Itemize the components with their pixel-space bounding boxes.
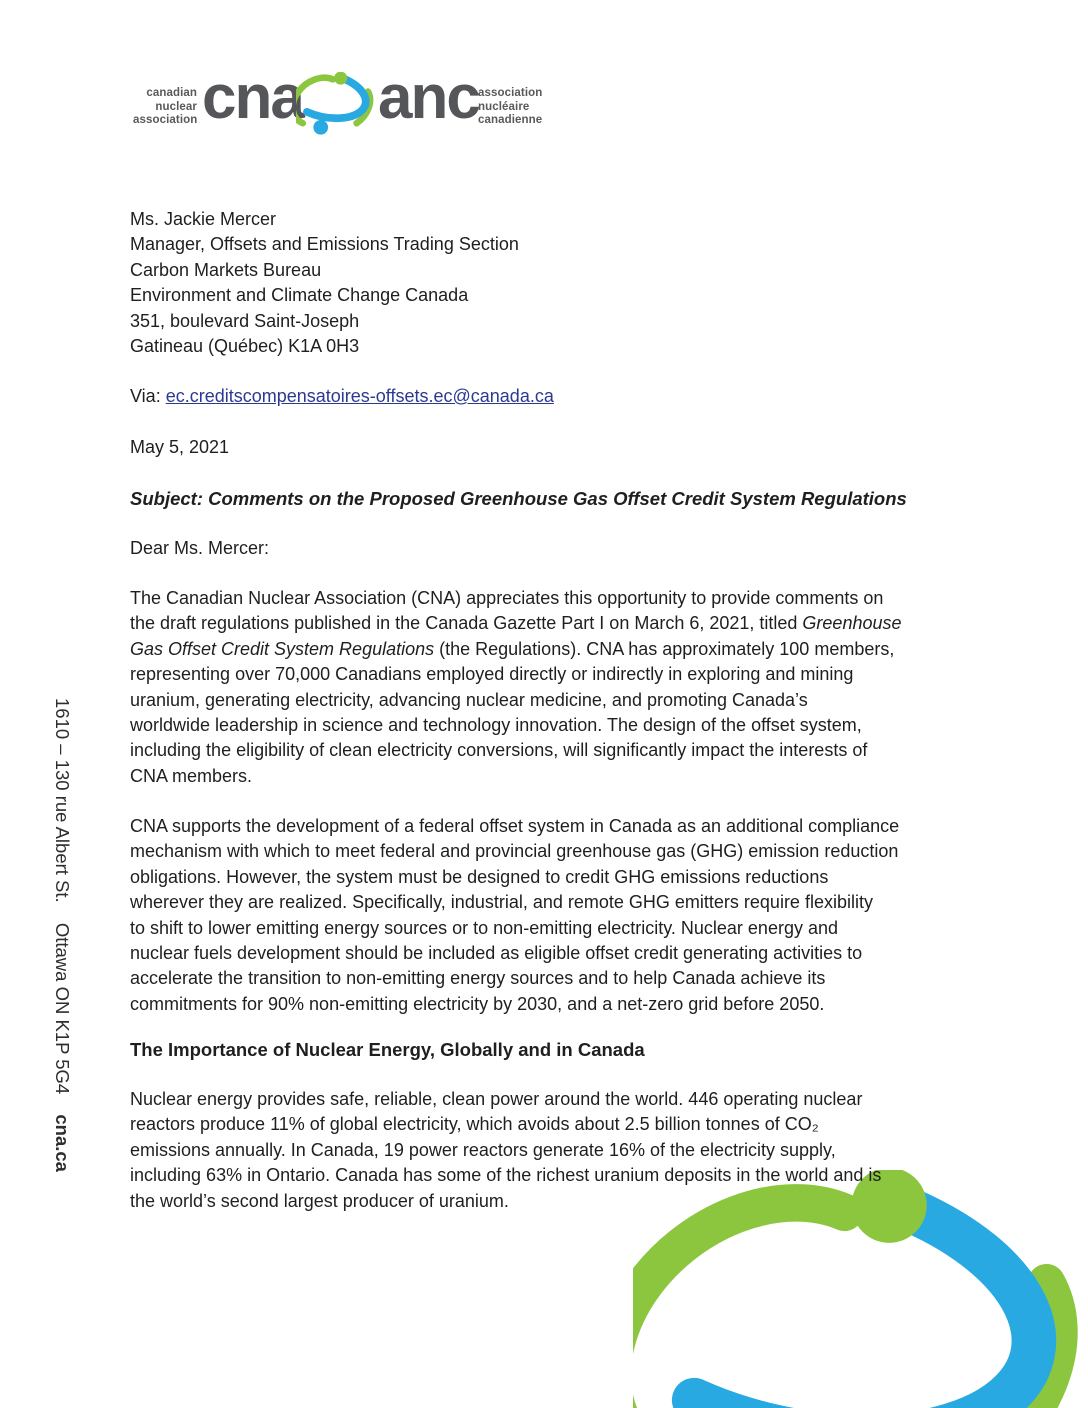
- paragraph-line: to shift to lower emitting energy sources or to non-emitting electricity. Nuclear energy and: [130, 917, 838, 938]
- paragraph-line: including 63% in Ontario. Canada has some of the richest uranium deposits in the world and is: [130, 1165, 882, 1186]
- logo-text-line: canadienne: [478, 114, 543, 126]
- recipient-department: Environment and Climate Change Canada: [130, 285, 469, 306]
- italic-title-run: Gas Offset Credit System Regulations: [130, 638, 435, 659]
- sidebar-city: Ottawa ON K1P 5G4: [52, 922, 73, 1095]
- paragraph-line: CNA supports the development of a federal offset system in Canada as an additional compliance: [130, 816, 900, 836]
- sidebar-street: 1610 – 130 rue Albert St.: [52, 698, 73, 903]
- paragraph-line: The Canadian Nuclear Association (CNA) appreciates this opportunity to provide comments on: [130, 588, 884, 608]
- sidebar-website: cna.ca: [52, 1114, 73, 1172]
- paragraph-line: representing over 70,000 Canadians employed directly or indirectly in exploring and mining: [130, 664, 854, 685]
- paragraph-line: [130, 611, 902, 636]
- date-line: May 5, 2021: [130, 437, 230, 457]
- logo-text-line: canadian: [146, 87, 197, 99]
- recipient-street: 351, boulevard Saint-Joseph: [130, 310, 360, 331]
- paragraph-line: [130, 637, 902, 662]
- paragraph-line: CNA members.: [130, 765, 253, 786]
- text-run: (the Regulations). CNA has approximately 100 members,: [434, 638, 895, 659]
- section-heading: The Importance of Nuclear Energy, Globally and in Canada: [130, 1039, 645, 1060]
- recipient-bureau: Carbon Markets Bureau: [130, 259, 322, 280]
- recipient-title: Manager, Offsets and Emissions Trading Section: [130, 234, 519, 255]
- via-label: Via:: [130, 386, 166, 406]
- paragraph-line: emissions annually. In Canada, 19 power reactors generate 16% of the electricity supply,: [130, 1139, 836, 1160]
- paragraph-line: wherever they are realized. Specifically, industrial, and remote GHG emitters require flexibility: [130, 892, 873, 913]
- paragraph-line: reactors produce 11% of global electricity, which avoids about 2.5 billion tonnes of CO₂: [130, 1114, 819, 1135]
- recipient-name: Ms. Jackie Mercer: [130, 209, 277, 229]
- logo-anc: anc: [378, 63, 479, 132]
- subject-line: Subject: Comments on the Proposed Greenhouse Gas Offset Credit System Regulations: [130, 488, 907, 509]
- paragraph-line: worldwide leadership in science and technology innovation. The design of the offset system,: [130, 715, 862, 736]
- paragraph-line: Nuclear energy provides safe, reliable, clean power around the world. 446 operating nuclear: [130, 1089, 863, 1109]
- logo-text-line: nucléaire: [478, 100, 530, 113]
- paragraph-line: obligations. However, the system must be designed to credit GHG emissions reductions: [130, 866, 829, 887]
- logo-cna: cna: [202, 63, 303, 132]
- salutation: Dear Ms. Mercer:: [130, 538, 270, 558]
- paragraph-line: commitments for 90% non-emitting electricity by 2030, and a net-zero grid before 2050.: [130, 993, 825, 1014]
- logo-text-line: nuclear: [155, 100, 197, 113]
- paragraph-line: nuclear fuels development should be included as eligible offset credit generating activities to: [130, 943, 863, 964]
- paragraph-line: accelerate the transition to non-emitting energy sources and to help Canada achieve its: [130, 968, 826, 989]
- email-link[interactable]: ec.creditscompensatoires-offsets.ec@canada.ca: [165, 386, 554, 406]
- logo-text-line: association: [133, 114, 198, 126]
- paragraph-line: including the eligibility of clean electricity conversions, will significantly impact the interests of: [130, 740, 868, 761]
- paragraph-nuclear-importance: [130, 1087, 881, 1214]
- recipient-block: [130, 207, 519, 359]
- paragraph-line: the world’s second largest producer of uranium.: [130, 1190, 509, 1211]
- paragraph-intro: [130, 586, 902, 789]
- sidebar-address: [50, 698, 74, 1198]
- paragraph-line: mechanism with which to meet federal and provincial greenhouse gas (GHG) emission reduction: [130, 841, 899, 862]
- logo-wordmark-en: [133, 87, 197, 128]
- paragraph-line: uranium, generating electricity, advancing nuclear medicine, and promoting Canada’s: [130, 689, 808, 710]
- text-run: the draft regulations published in the Canada Gazette Part I on March 6, 2021, titled: [130, 613, 803, 634]
- logo-text-line: association: [478, 87, 543, 99]
- atom-orbits-icon: [296, 72, 378, 142]
- recipient-city: Gatineau (Québec) K1A 0H3: [130, 336, 360, 357]
- logo-wordmark-fr: [478, 87, 568, 128]
- italic-title-run: Greenhouse: [802, 613, 902, 634]
- via-line: [130, 384, 554, 409]
- paragraph-offset-system: [130, 814, 899, 1017]
